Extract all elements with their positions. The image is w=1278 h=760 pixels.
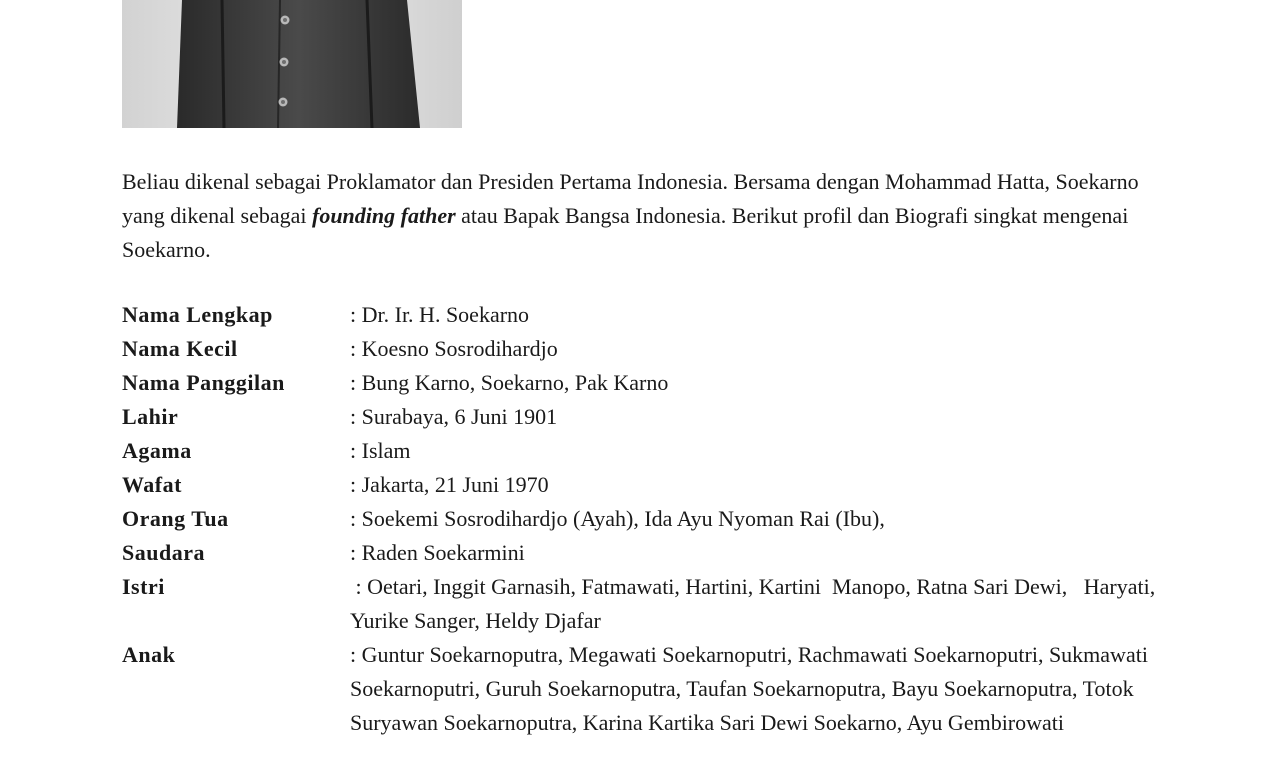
portrait-photo [122,0,462,128]
bio-row-wafat [122,468,1162,502]
bio-table [122,298,1162,740]
bio-value: : Surabaya, 6 Juni 1901 [350,404,558,429]
bio-row-saudara [122,536,1162,570]
intro-text-2: atau Bapak Bangsa Indonesia. Berikut profil dan Biografi singkat mengenai Soekarno. [122,203,1129,262]
bio-label: Nama Lengkap [122,302,273,327]
bio-value: : Raden Soekarmini [350,540,525,565]
intro-paragraph [122,165,1162,267]
bio-value: : Oetari, Inggit Garnasih, Fatmawati, Hartini, Kartini Manopo, Ratna Sari Dewi, Haryati, Yurike Sanger, Heldy Djafar [350,574,1160,633]
bio-label: Lahir [122,404,179,429]
bio-row-anak [122,638,1162,740]
bio-row-orang-tua [122,502,1162,536]
bio-value: : Islam [350,438,411,463]
bio-value: : Guntur Soekarnoputra, Megawati Soekarnoputri, Rachmawati Soekarnoputri, Sukmawati Soekarnoputri, Guruh Soekarnoputra, Taufan Soekarnoputra, Bayu Soekarnoputra, Totok Suryawan Soekarnoputra, Karina Kartika Sari Dewi Soekarno, Ayu Gembirowati [350,642,1154,735]
bio-label: Wafat [122,472,182,497]
bio-value: : Dr. Ir. H. Soekarno [350,302,530,327]
bio-value: : Soekemi Sosrodihardjo (Ayah), Ida Ayu Nyoman Rai (Ibu), [350,506,885,531]
intro-text-1: Beliau dikenal sebagai Proklamator dan Presiden Pertama Indonesia. Bersama dengan Mohammad Hatta, Soekarno yang dikenal sebagai [122,169,1139,228]
bio-value: : Koesno Sosrodihardjo [350,336,558,361]
bio-row-nama-kecil [122,332,1162,366]
bio-row-agama [122,434,1162,468]
bio-label: Agama [122,438,192,463]
bio-label: Saudara [122,540,205,565]
bio-label: Nama Kecil [122,336,238,361]
bio-value: : Jakarta, 21 Juni 1970 [350,472,549,497]
bio-row-nama-lengkap [122,298,1162,332]
intro-emphasis: founding father [312,203,456,228]
bio-label: Orang Tua [122,506,229,531]
bio-row-nama-panggilan [122,366,1162,400]
bio-label: Istri [122,574,165,599]
bio-row-istri [122,570,1162,638]
portrait-image [122,0,462,128]
bio-row-lahir [122,400,1162,434]
bio-value: : Bung Karno, Soekarno, Pak Karno [350,370,669,395]
bio-label: Anak [122,642,176,667]
bio-label: Nama Panggilan [122,370,285,395]
